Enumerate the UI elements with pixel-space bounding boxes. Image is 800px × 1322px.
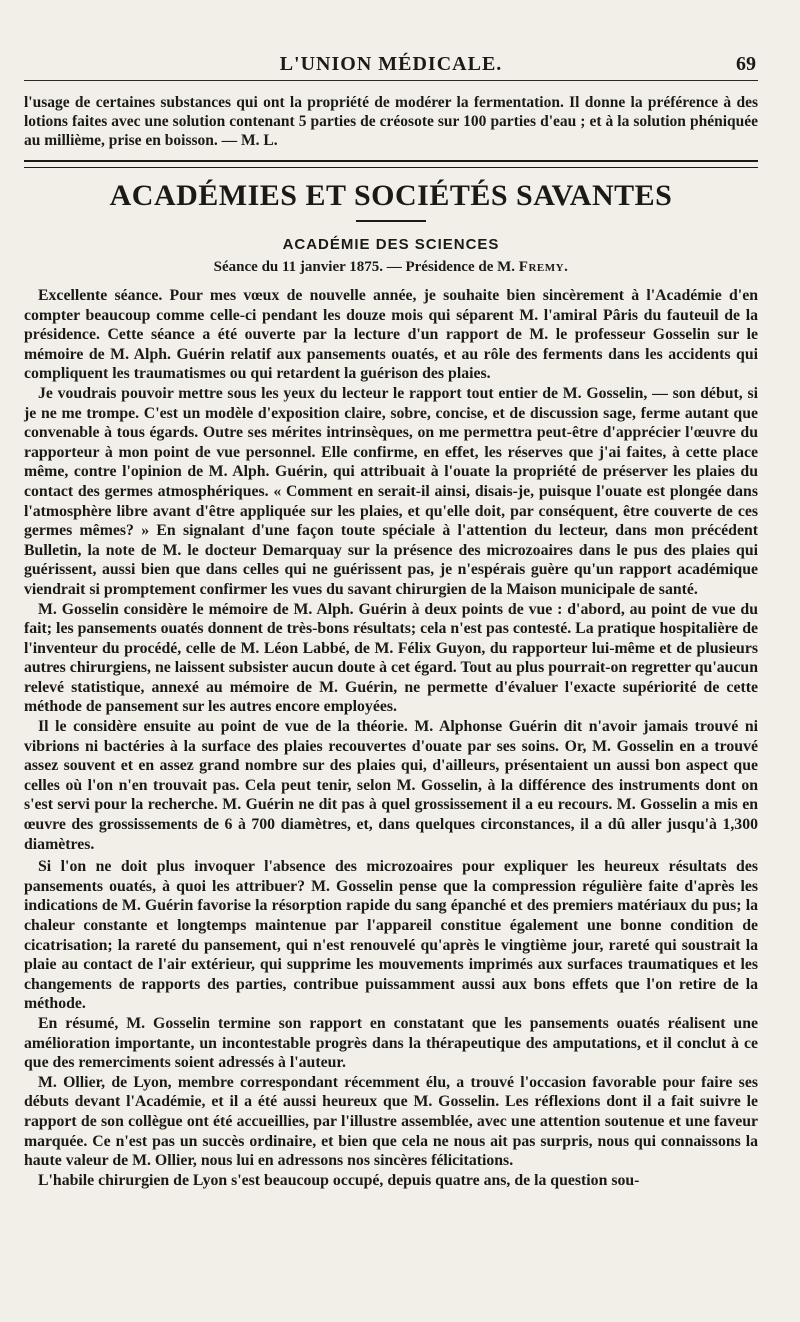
section-title: ACADÉMIES ET SOCIÉTÉS SAVANTES xyxy=(109,179,673,212)
paragraph-8: L'habile chirurgien de Lyon s'est beaucoup occupé, depuis quatre ans, de la question sou- xyxy=(38,1171,640,1189)
article-body xyxy=(24,286,758,1190)
section-divider xyxy=(24,160,758,168)
paragraph-1: Excellente séance. Pour mes vœux de nouvelle année, je souhaite bien sincèrement à l'Académie d'en compter beaucoup comme celle-ci pendant les douze mois qui séparent M. l'amiral Pâris du fauteuil de la présidence. Cette séance a été ouverte par la lecture d'un rapport de M. le professeur Gosselin sur le mémoire de M. Alph. Guérin relatif aux pansements ouatés, et au rôle des ferments dans les accidents qui compliquent les traumatismes ou qui retardent la guérison des plaies. xyxy=(24,287,758,383)
journal-title: L'UNION MÉDICALE. xyxy=(279,53,503,75)
academy-subtitle: ACADÉMIE DES SCIENCES xyxy=(282,236,500,253)
paragraph-6: En résumé, M. Gosselin termine son rapport en constatant que les pansements ouatés réalisent une amélioration importante, un incontestable progrès dans la thérapeutique des amputations, et il conclut à ce que des remerciments soient adressés à l'auteur. xyxy=(24,1014,758,1072)
intro-text: l'usage de certaines substances qui ont la propriété de modérer la fermentation. Il donne la préférence à des lotions faites avec une solution contenant 5 parties de créosote sur 100 parties d'eau ; et à la solution phéniquée au millième, prise en boisson. — xyxy=(24,94,758,149)
session-line xyxy=(24,259,758,276)
intro-signature: M. L. xyxy=(241,132,278,149)
page-number: 69 xyxy=(736,53,756,75)
session-date: Séance du 11 janvier 1875. — Présidence de M. xyxy=(213,259,519,275)
paragraph-4: Il le considère ensuite au point de vue de la théorie. M. Alphonse Guérin dit n'avoir jamais trouvé ni vibrions ni bactéries à la surface des plaies recouvertes d'ouate par ses soins. Or, M. Gosselin en a trouvé assez souvent et en assez grand nombre sur des plaies qui, d'ailleurs, présentaient un aussi bon aspect que celles où l'on n'en trouvait pas. Cela peut tenir, selon M. Gosselin, à la différence des instruments dont on s'est servi pour la recherche. M. Guérin ne dit pas à quel grossissement il a eu recours. M. Gosselin a mis en œuvre des grossissements de 6 à 700 diamètres, et, dans quelques circonstances, il a dû aller jusqu'à 1,300 diamètres. xyxy=(24,718,758,853)
title-underline xyxy=(356,220,426,222)
paragraph-2: Je voudrais pouvoir mettre sous les yeux du lecteur le rapport tout entier de M. Gosselin, — son début, si je ne me trompe. C'est un modèle d'exposition claire, sobre, concise, et de discussion sage, ferme autant que convenable à tous égards. Outre ses mérites intrinsèques, on me permettra peut-être d'apprécier l'œuvre du rapporteur à mon point de vue personnel. Elle confirme, en effet, les réserves que j'ai faites, à cette place même, contre l'opinion de M. Alph. Guérin, qui attribuait à l'ouate la propriété de préserver les plaies du contact des germes atmosphériques. « Comment en serait-il ainsi, disais-je, puisque l'ouate est plongée dans l'atmosphère libre avant d'être appliquée sur les plaies, et qu'elle doit, par conséquent, être couverte de ces germes mêmes? » En signalant d'une façon toute spéciale à l'attention du lecteur, dans mon précédent Bulletin, la note de M. le docteur Demarquay sur la présence des microzoaires dans le pus des plaies qui guérissent, aussi bien que dans celles qui ne guérissent pas, je n'espérais guère qu'un rapport académique viendrait si promptement confirmer les vues du savant chirurgien de la Maison municipale de santé. xyxy=(24,384,758,598)
intro-paragraph xyxy=(24,93,758,150)
running-header xyxy=(24,50,758,81)
paragraph-5: Si l'on ne doit plus invoquer l'absence des microzoaires pour expliquer les heureux résultats des pansements ouatés, à quoi les attribuer? M. Gosselin pense que la compression régulière faite d'après les indications de M. Guérin favorise la résorption rapide du sang épanché et des premiers matériaux du pus; la chaleur constante et longtemps maintenue par l'appareil constitue également une bonne condition de cicatrisation; la rareté du pansement, qui n'est renouvelé qu'après le vingtième jour, rareté qui soustrait la plaie au contact de l'air extérieur, qui supprime les mouvements imprimés aux surfaces traumatiques et les changements de rapports des parties, contribue puissamment aussi aux bons effets que l'on retire de la méthode. xyxy=(24,858,758,1013)
session-president: Fremy. xyxy=(518,259,569,275)
paragraph-3: M. Gosselin considère le mémoire de M. Alph. Guérin à deux points de vue : d'abord, au point de vue du fait; les pansements ouatés donnent de très-bons résultats; cela n'est pas contesté. La pratique hospitalière de l'inventeur du procédé, celle de M. Léon Labbé, de M. Félix Guyon, du rapporteur lui-même et de plusieurs autres chirurgiens, ne laissent subsister aucun doute à cet égard. Tout au plus pourrait-on regretter qu'aucun relevé statistique, annexé au mémoire de M. Guérin, ne permette d'évaluer l'exacte supériorité de cette méthode de pansement sur les autres encore employées. xyxy=(24,600,758,716)
paragraph-7: M. Ollier, de Lyon, membre correspondant récemment élu, a trouvé l'occasion favorable pour faire ses débuts devant l'Académie, et il a été aussi heureux que M. Gosselin. Les réflexions dont il a fait suivre le rapport de son collègue ont été accueillies, par l'illustre assemblée, avec une attention soutenue et une faveur marquée. Ce n'est pas un succès ordinaire, et bien que cela ne nous ait pas surpris, nous qui connaissons la haute valeur de M. Ollier, nous lui en adressons nos sincères félicitations. xyxy=(24,1073,758,1170)
